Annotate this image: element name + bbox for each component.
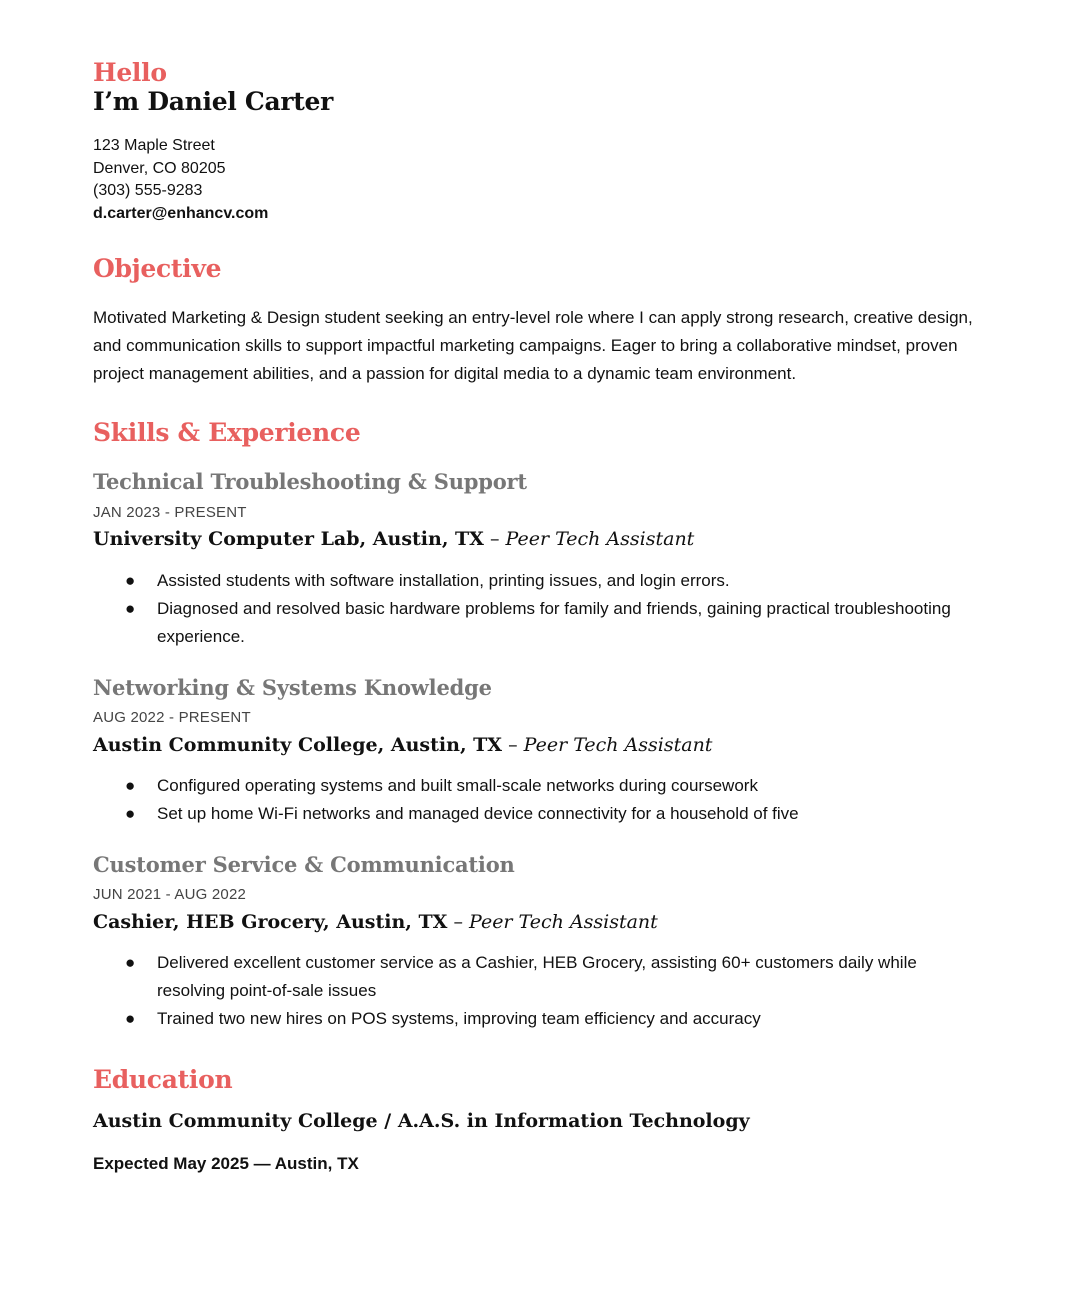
education-heading: Education (93, 1065, 233, 1094)
bullet-text: Diagnosed and resolved basic hardware problems for family and friends, gaining practical troubleshooting experience. (157, 599, 951, 646)
experience-org: Cashier, HEB Grocery, Austin, TX (93, 911, 448, 933)
list-item (93, 949, 983, 1005)
experience-date: JAN 2023 - PRESENT (93, 504, 247, 521)
dash-separator: – (453, 911, 463, 933)
experience-role: Peer Tech Assistant (469, 911, 658, 933)
list-item (93, 567, 983, 595)
contact-phone: (303) 555-9283 (93, 182, 203, 199)
experience-bullets (93, 949, 983, 1033)
dash-separator: – (489, 528, 500, 550)
list-item (93, 595, 983, 651)
bullet-icon: ● (125, 599, 136, 618)
contact-block (93, 135, 268, 225)
objective-heading: Objective (93, 254, 222, 283)
experience-org-line (93, 734, 712, 756)
bullet-text: Set up home Wi-Fi networks and managed device connectivity for a household of five (157, 804, 799, 823)
dash-separator: – (508, 734, 518, 756)
contact-street: 123 Maple Street (93, 137, 215, 154)
experience-role: Peer Tech Assistant (505, 528, 695, 550)
bullet-text: Assisted students with software installation, printing issues, and login errors. (157, 571, 730, 590)
experience-org-line (93, 911, 658, 933)
skill-group-title: Customer Service & Communication (93, 852, 515, 877)
greeting: Hello (93, 58, 167, 87)
bullet-text: Delivered excellent customer service as a Cashier, HEB Grocery, assisting 60+ customers daily while resolving point-of-sale issues (157, 953, 917, 1000)
experience-date: JUN 2021 - AUG 2022 (93, 886, 247, 903)
skills-heading: Skills & Experience (93, 418, 361, 447)
experience-bullets (93, 772, 983, 828)
experience-org: University Computer Lab, Austin, TX (93, 528, 484, 550)
list-item (93, 800, 983, 828)
bullet-icon: ● (125, 776, 136, 795)
education-degree: Austin Community College / A.A.S. in Information Technology (93, 1110, 750, 1132)
experience-org-line (93, 528, 694, 550)
skill-group-title: Technical Troubleshooting & Support (93, 469, 527, 494)
skill-group-title: Networking & Systems Knowledge (93, 675, 492, 700)
contact-city: Denver, CO 80205 (93, 159, 226, 177)
objective-text: Motivated Marketing & Design student seeking an entry-level role where I can apply strong research, creative design, and communication skills to support impactful marketing campaigns. Eager to bring a collaborative mindset, proven project management abilities, and a passion for digital media to a dynamic team environment. (93, 308, 973, 383)
list-item (93, 1005, 983, 1033)
bullet-text: Configured operating systems and built small-scale networks during coursework (157, 776, 758, 795)
contact-email[interactable]: d.carter@enhancv.com (93, 204, 269, 222)
education-detail: Expected May 2025 — Austin, TX (93, 1154, 359, 1173)
experience-bullets (93, 567, 983, 651)
bullet-text: Trained two new hires on POS systems, improving team efficiency and accuracy (157, 1009, 761, 1028)
bullet-icon: ● (125, 1009, 136, 1028)
bullet-icon: ● (125, 953, 136, 972)
candidate-name: I’m Daniel Carter (93, 87, 334, 116)
list-item (93, 772, 983, 800)
experience-org: Austin Community College, Austin, TX (93, 734, 503, 756)
experience-role: Peer Tech Assistant (523, 734, 713, 756)
experience-date: AUG 2022 - PRESENT (93, 709, 251, 726)
bullet-icon: ● (125, 571, 136, 590)
bullet-icon: ● (125, 804, 136, 823)
